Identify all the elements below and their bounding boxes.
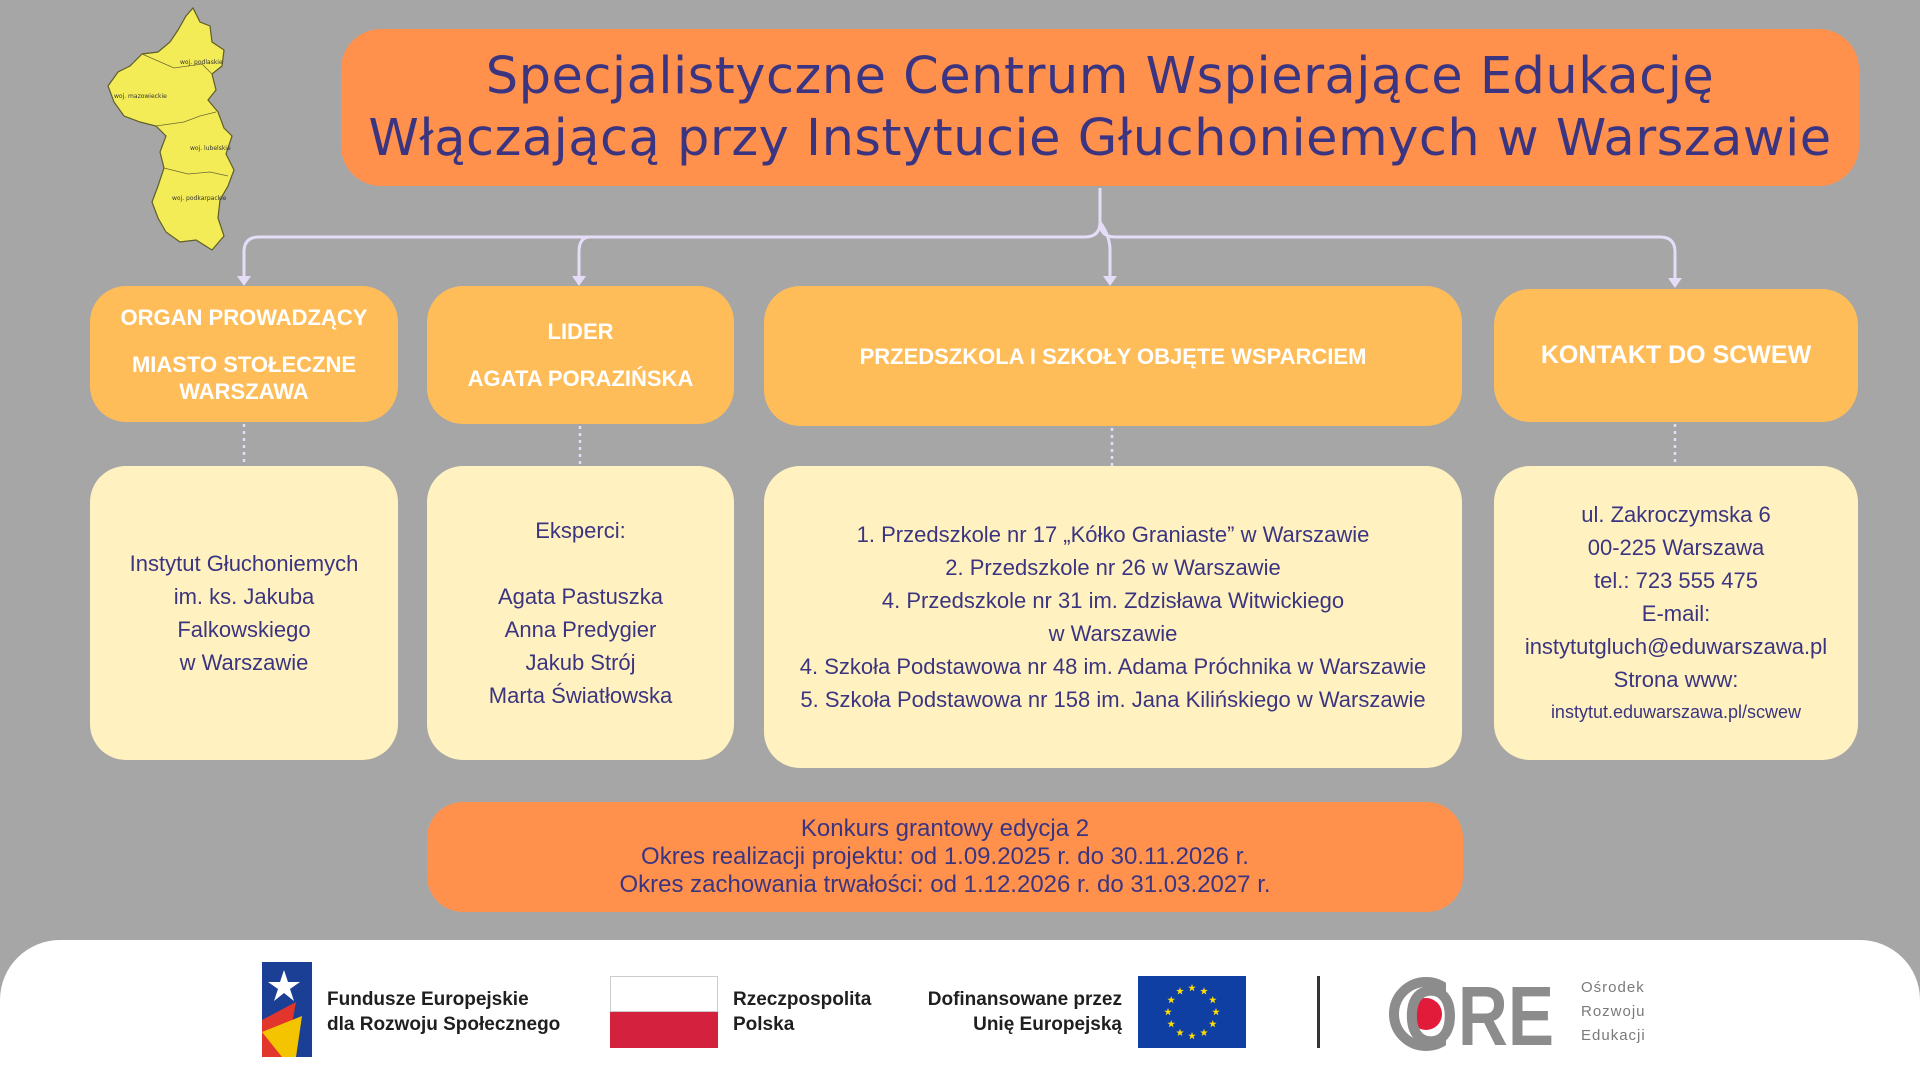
contact-city: 00-225 Warszawa: [1587, 534, 1765, 560]
content-2-line-4: Marta Światłowska: [488, 683, 673, 708]
school-item-5: 5. Szkoła Podstawowa nr 158 im. Jana Kilińskiego w Warszawie: [800, 687, 1426, 712]
contact-phone: tel.: 723 555 475: [1594, 567, 1758, 593]
header-kontakt: [1494, 289, 1858, 422]
rp-line-1: Rzeczpospolita: [733, 989, 872, 1010]
eu-text: [900, 987, 1122, 1037]
connector-second: [579, 237, 590, 278]
fers-line-1: Fundusze Europejskie: [327, 989, 529, 1010]
contact-www-label: Strona www:: [1613, 666, 1739, 692]
contact-email-label: E-mail:: [1641, 600, 1711, 626]
arrow-3: [1103, 276, 1117, 286]
content-schools: [764, 466, 1462, 768]
eu-line-2: Unię Europejską: [973, 1014, 1122, 1035]
content-organ: [90, 466, 398, 760]
contact-address: ul. Zakroczymska 6: [1581, 501, 1771, 527]
map-label-podkarpackie: woj. podkarpackie: [172, 195, 227, 202]
grant-line-1: Konkurs grantowy edycja 2: [800, 815, 1090, 842]
arrow-4: [1668, 278, 1682, 288]
fers-logo-icon: [262, 962, 312, 1057]
fers-text: [327, 987, 560, 1037]
content-1-line-3: Falkowskiego: [177, 617, 311, 642]
content-2-line-2: Anna Predygier: [504, 617, 657, 642]
ore-logo-text: ORE: [1404, 969, 1554, 1063]
grant-line-2: Okres realizacji projektu: od 1.09.2025 r. do 30.11.2026 r.: [641, 843, 1249, 870]
school-item-4: 4. Szkoła Podstawowa nr 48 im. Adama Próchnika w Warszawie: [799, 654, 1427, 679]
ore-line-2: Rozwoju: [1581, 1003, 1646, 1020]
map-label-mazowieckie: woj. mazowieckie: [114, 93, 167, 100]
title-line-1: Specjalistyczne Centrum Wspierające Edukację: [485, 46, 1715, 106]
map-label-lubelskie: woj. lubelskie: [190, 145, 231, 152]
content-eksperci: [427, 466, 734, 760]
eu-flag-icon: [1138, 976, 1246, 1048]
connector-left: [244, 222, 1100, 278]
rp-text: [733, 987, 871, 1037]
header-przedszkola: [764, 286, 1462, 426]
header-3-line-1: PRZEDSZKOLA I SZKOŁY OBJĘTE WSPARCIEM: [859, 343, 1367, 369]
ore-logo-icon: [1386, 969, 1556, 1063]
school-item-3: 4. Przedszkole nr 31 im. Zdzisława Witwickiego: [881, 588, 1345, 613]
content-1-line-1: Instytut Głuchoniemych: [129, 551, 359, 576]
header-1-line-2: MIASTO STOŁECZNE: [131, 351, 357, 377]
grant-line-3: Okres zachowania trwałości: od 1.12.2026 r. do 31.03.2027 r.: [619, 871, 1271, 898]
title-line-2: Włączającą przy Instytucie Głuchoniemych w Warszawie: [368, 108, 1832, 168]
school-item-2: 2. Przedszkole nr 26 w Warszawie: [945, 555, 1281, 580]
content-2-line-1: Agata Pastuszka: [497, 584, 664, 609]
poland-flag-icon: [610, 976, 718, 1048]
arrow-1: [237, 276, 251, 286]
header-4-line-1: KONTAKT DO SCWEW: [1540, 341, 1812, 369]
grant-info-box: [427, 802, 1463, 912]
header-1-line-3: WARSZAWA: [179, 378, 309, 404]
contact-www: instytut.eduwarszawa.pl/scwew: [1550, 701, 1802, 722]
arrow-2: [572, 276, 586, 286]
header-organ-prowadzacy: [90, 286, 398, 422]
eu-line-1: Dofinansowane przez: [927, 989, 1122, 1010]
ore-line-1: Ośrodek: [1581, 979, 1645, 996]
rp-line-2: Polska: [733, 1014, 795, 1035]
fers-line-2: dla Rozwoju Społecznego: [327, 1014, 561, 1035]
footer-divider: [1317, 976, 1320, 1048]
content-1-line-2: im. ks. Jakuba: [173, 584, 315, 609]
school-item-1: 1. Przedszkole nr 17 „Kółko Graniaste” w Warszawie: [856, 522, 1370, 547]
contact-email: instytutgluch@eduwarszawa.pl: [1524, 633, 1828, 659]
connector-right: [1100, 222, 1675, 280]
header-2-line-1: LIDER: [547, 319, 614, 344]
content-2-line-3: Jakub Strój: [525, 650, 636, 675]
school-item-3-cont: w Warszawie: [1048, 621, 1178, 646]
content-kontakt: [1494, 466, 1858, 760]
header-2-line-2: AGATA PORAZIŃSKA: [467, 366, 694, 391]
header-lider: [427, 286, 734, 424]
header-1-line-1: ORGAN PROWADZĄCY: [120, 304, 368, 330]
map-label-podlaskie: woj. podlaskie: [180, 59, 223, 66]
ore-line-3: Edukacji: [1581, 1027, 1646, 1044]
content-2-title: Eksperci:: [535, 518, 626, 543]
ore-text: [1581, 976, 1646, 1048]
content-1-line-4: w Warszawie: [179, 650, 309, 675]
